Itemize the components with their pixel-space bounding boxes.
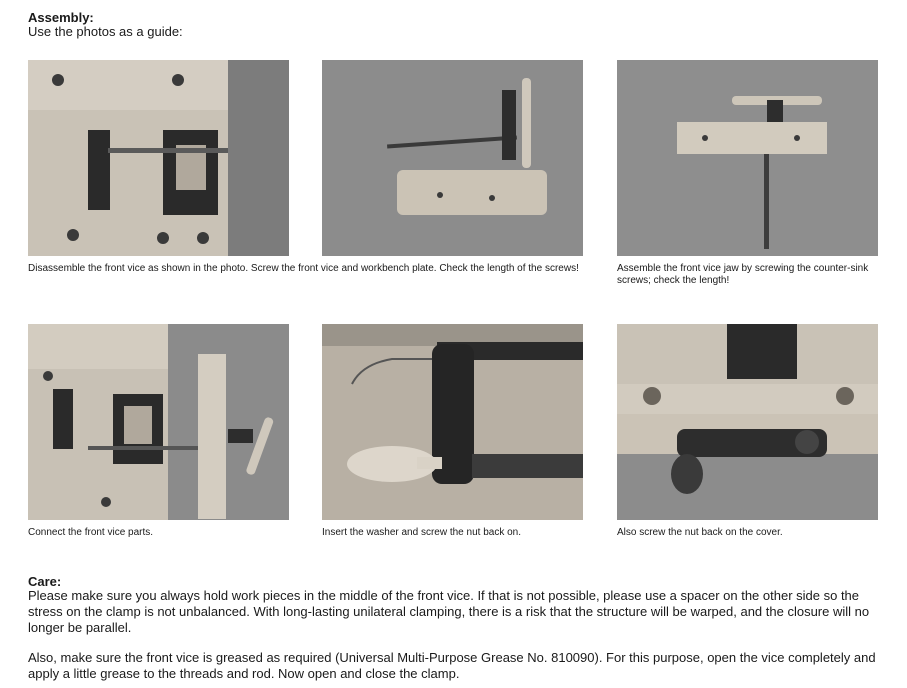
care-paragraph-2: Also, make sure the front vice is greased as required (Universal Multi-Purpose Grease No. 810090). For this purpose, open the vice completely and apply a little grease to the threads and rod. Now open and close the clamp. — [28, 650, 876, 681]
caption-connect-parts: Connect the front vice parts. — [28, 527, 154, 538]
photo-vice-screw-and-jaw — [322, 60, 583, 256]
care-heading: Care: — [28, 574, 62, 589]
care-paragraph-1: Please make sure you always hold work pieces in the middle of the front vice. If that is not possible, please use a spacer on the other side so the stress on the clamp is not unbalanced. With long-lasting unilateral clamping, there is a risk that the structure will be warped, and the closure will no longer be parallel. — [28, 588, 870, 635]
caption-insert-washer: Insert the washer and screw the nut back on. — [322, 527, 521, 538]
caption-nut-cover: Also screw the nut back on the cover. — [617, 527, 783, 538]
assembly-heading: Assembly: — [28, 10, 94, 25]
photo-connect-vice-parts — [28, 324, 289, 520]
caption-disassemble: Disassemble the front vice as shown in the photo. Screw the front vice and workbench plate. Check the length of the screws! — [28, 263, 579, 274]
photo-insert-washer — [322, 324, 583, 520]
assembly-intro: Use the photos as a guide: — [28, 24, 183, 39]
photo-front-vice-jaw — [617, 60, 878, 256]
photo-nut-on-cover — [617, 324, 878, 520]
photo-disassemble-vice — [28, 60, 289, 256]
caption-assemble-jaw: Assemble the front vice jaw by screwing the counter-sink screws; check the length! — [617, 263, 869, 286]
